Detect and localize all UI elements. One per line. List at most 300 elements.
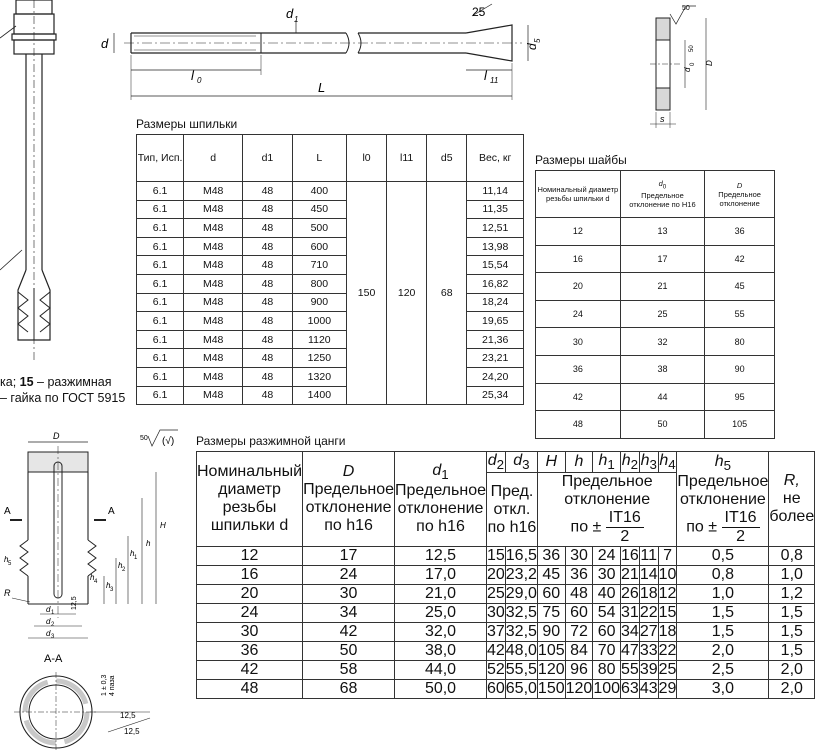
- collet-dim-h1-sub: 1: [134, 555, 138, 561]
- cell-h: 84: [565, 642, 593, 661]
- section-label: А-А: [44, 653, 63, 665]
- collet-col-H: [537, 452, 565, 473]
- cell-d3: 29,0: [505, 585, 537, 603]
- cell-d0: 44: [620, 383, 705, 411]
- cell-h3: 39: [639, 661, 658, 679]
- cell-h2: 63: [621, 680, 639, 698]
- collet-dim-h3: h: [106, 581, 111, 590]
- dim-d1-sub: 1: [294, 15, 299, 24]
- table-row: [536, 411, 775, 439]
- collet-col-h3: [639, 452, 658, 473]
- table-row: [536, 355, 775, 383]
- cell-d: М48: [184, 386, 243, 405]
- cell-h4: 29: [658, 680, 677, 698]
- cell-h5: 0,8: [677, 566, 769, 585]
- col-header-l11: l11: [387, 135, 427, 182]
- collet-col-h3-sub: 3: [649, 457, 657, 473]
- cell-type: 6.1: [137, 330, 184, 349]
- cell-H: 120: [537, 661, 565, 679]
- table-row: [197, 604, 815, 623]
- dim-l11-sub: 11: [490, 76, 499, 85]
- cell-d1: 44,0: [395, 661, 487, 680]
- collet-dim-d2-sub: 2: [51, 622, 55, 628]
- collet-col-d2-sub: 2: [496, 457, 505, 473]
- caption-line2: – гайка по ГОСТ 5915: [0, 391, 126, 405]
- cell-R: 1,5: [769, 642, 815, 661]
- collet-col-nominal-text: Номинальный диаметр резьбы шпильки d: [197, 463, 303, 535]
- cell-weight: 21,36: [467, 330, 524, 349]
- cell-d3: 55,5: [505, 661, 537, 679]
- cell-D: 30: [303, 585, 395, 604]
- cell-R: 2,0: [769, 661, 815, 680]
- cell-l0-merged: 150: [346, 182, 386, 405]
- cell-d: М48: [184, 349, 243, 368]
- cell-h3: 27: [639, 623, 658, 641]
- cell-d1: 48: [243, 367, 293, 386]
- cell-L: 1000: [292, 312, 346, 331]
- table-row: [536, 383, 775, 411]
- cell-d: М48: [184, 256, 243, 275]
- cell-R: 1,5: [769, 604, 815, 623]
- cell-nominal: 24: [197, 604, 303, 623]
- washer-table-title: Размеры шайбы: [535, 153, 627, 167]
- cell-d1: 21,0: [395, 585, 487, 604]
- washer-d0-sub: 0: [690, 62, 696, 66]
- cell-R: 0,8: [769, 547, 815, 566]
- cell-h1: 60: [593, 623, 621, 642]
- cell-d: М48: [184, 330, 243, 349]
- cell-L: 600: [292, 237, 346, 256]
- cell-d0: 21: [620, 273, 705, 301]
- cell-d1: 48: [243, 219, 293, 238]
- cell-h3: 14: [639, 566, 658, 584]
- section-dim-a: 12,5: [120, 711, 136, 720]
- cell-D: 105: [705, 411, 775, 439]
- collet-col-pred-group-text: Предельное отклонение: [561, 473, 653, 509]
- collet-drawing: [0, 428, 196, 750]
- cell-D: 58: [303, 661, 395, 680]
- cell-d5-merged: 68: [427, 182, 467, 405]
- cell-h: 48: [565, 585, 593, 604]
- collet-col-d1-desc: Предельное отклонение по h16: [395, 482, 486, 536]
- collet-header-row1: [197, 452, 815, 473]
- cell-h1: 100: [593, 680, 621, 698]
- cell-R: 1,0: [769, 566, 815, 585]
- cell-nominal: 30: [536, 328, 621, 356]
- cell-weight: 25,34: [467, 386, 524, 405]
- table-row: [197, 642, 815, 661]
- cell-d0: 50: [620, 411, 705, 439]
- cell-h2: 34: [621, 623, 639, 641]
- collet-dim-d1: d: [46, 605, 51, 614]
- cell-D: 68: [303, 680, 395, 699]
- collet-col-h1-sub: 1: [607, 457, 615, 473]
- table-row: [197, 661, 815, 680]
- col-header-type: Тип, Исп.: [137, 135, 184, 182]
- cell-H: 105: [537, 642, 565, 660]
- washer-d0: d: [683, 67, 692, 72]
- section-dim-b: 12,5: [124, 727, 140, 736]
- cell-h5: 1,5: [677, 623, 769, 642]
- washer-s: s: [660, 114, 665, 124]
- section-slots: 4 паза: [109, 675, 116, 696]
- cell-type: 6.1: [137, 200, 184, 219]
- collet-dim-h5-sub: 5: [8, 561, 12, 567]
- stud-drawing: [96, 0, 556, 112]
- cell-D: 55: [705, 300, 775, 328]
- stud-table-body: [137, 182, 524, 405]
- cell-d: М48: [184, 237, 243, 256]
- cell-nominal: 48: [197, 680, 303, 699]
- cell-D: 50: [303, 642, 395, 661]
- cell-h2: 26: [621, 585, 639, 603]
- collet-col-h4: [658, 452, 677, 473]
- collet-col-R-sym: R,: [783, 472, 800, 490]
- cell-d1: 48: [243, 182, 293, 201]
- cell-h: 72: [565, 623, 593, 642]
- cell-h4: 10: [658, 566, 677, 584]
- cell-h4: 7: [658, 547, 677, 566]
- cell-d2: 30: [486, 604, 505, 622]
- cell-h1: 54: [593, 604, 621, 623]
- cell-H: 75: [537, 604, 565, 623]
- cell-R: 2,0: [769, 680, 815, 699]
- dim-l0: l: [191, 68, 194, 83]
- collet-col-nominal: [197, 452, 303, 547]
- collet-dim-d1-sub: 1: [51, 610, 55, 616]
- collet-col-D-desc: Предельное отклонение по h16: [303, 481, 395, 535]
- cell-d: М48: [184, 367, 243, 386]
- collet-col-h5-sub: 5: [723, 457, 732, 473]
- table-row: [197, 547, 815, 566]
- cell-d2: 15: [486, 547, 505, 565]
- cell-d0: 13: [620, 218, 705, 246]
- cell-L: 710: [292, 256, 346, 275]
- washer-drawing: [640, 0, 750, 132]
- cell-weight: 11,35: [467, 200, 524, 219]
- cell-h2: 31: [621, 604, 639, 622]
- cell-d1: 48: [243, 256, 293, 275]
- collet-col-d1-sym: d: [432, 462, 442, 479]
- washer-col-d0: [620, 171, 705, 218]
- dim-angle: 25: [472, 5, 486, 19]
- cell-L: 400: [292, 182, 346, 201]
- cell-h: 120: [565, 680, 593, 698]
- cell-d: М48: [184, 200, 243, 219]
- cell-H: 60: [537, 585, 565, 604]
- cell-D: 80: [705, 328, 775, 356]
- col-header-weight: Вес, кг: [467, 135, 524, 182]
- cell-nominal: 16: [536, 245, 621, 273]
- cell-d: М48: [184, 182, 243, 201]
- figure-caption: [0, 374, 125, 406]
- dim-L: L: [318, 80, 326, 95]
- cell-d1: 48: [243, 386, 293, 405]
- cell-nominal: 48: [536, 411, 621, 439]
- stud-table-header-row: [137, 135, 524, 182]
- cell-h: 30: [565, 547, 593, 566]
- table-row: [536, 218, 775, 246]
- collet-col-D-sym: D: [342, 463, 355, 481]
- table-row: [197, 623, 815, 642]
- collet-col-h5: [677, 452, 769, 547]
- cell-D: 24: [303, 566, 395, 585]
- cell-D: 95: [705, 383, 775, 411]
- collet-col-pred-group-po: по ±: [570, 518, 602, 536]
- collet-col-h-sym: h: [574, 453, 584, 471]
- cell-h4: 15: [658, 604, 677, 622]
- bolt-assembly-drawing: [0, 0, 110, 360]
- collet-dim-h: h: [146, 539, 151, 548]
- table-row: [197, 566, 815, 585]
- cell-d1: 48: [243, 274, 293, 293]
- cell-D: 36: [705, 218, 775, 246]
- cell-L: 800: [292, 274, 346, 293]
- cell-L: 900: [292, 293, 346, 312]
- cell-R: 1,2: [769, 585, 815, 604]
- dim-l0-sub: 0: [197, 76, 202, 85]
- collet-col-pred-frac-num: IT16: [606, 509, 644, 528]
- cell-L: 1400: [292, 386, 346, 405]
- collet-col-h4-sym: h: [659, 452, 669, 469]
- cell-weight: 15,54: [467, 256, 524, 275]
- cell-d1: 32,0: [395, 623, 487, 642]
- cell-type: 6.1: [137, 367, 184, 386]
- collet-col-h1-sym: h: [598, 452, 608, 469]
- washer-col-d0-desc: Предельное отклонение по H16: [629, 191, 696, 210]
- collet-col-H-sym: H: [545, 453, 558, 471]
- cell-H: 150: [537, 680, 565, 698]
- collet-dim-D: D: [53, 431, 60, 441]
- cell-D: 42: [303, 623, 395, 642]
- washer-D: D: [705, 60, 714, 66]
- cell-nominal: 42: [536, 383, 621, 411]
- collet-dim-d2: d: [46, 617, 51, 626]
- collet-col-h5-frac: [722, 509, 760, 546]
- cell-d2: 37: [486, 623, 505, 641]
- cell-d1: 48: [243, 237, 293, 256]
- cell-nominal: 20: [536, 273, 621, 301]
- collet-col-h: [565, 452, 593, 473]
- cell-D: 17: [303, 547, 395, 566]
- cell-h2: 21: [621, 566, 639, 584]
- collet-col-h5-po: по ±: [686, 518, 718, 536]
- cell-weight: 12,51: [467, 219, 524, 238]
- cell-d: М48: [184, 312, 243, 331]
- cell-d1: 48: [243, 349, 293, 368]
- collet-dim-h2: h: [118, 561, 123, 570]
- cell-h1: 30: [593, 566, 621, 585]
- collet-table-title: Размеры разжимной цанги: [196, 434, 346, 448]
- collet-col-d1-sub: 1: [441, 467, 449, 483]
- washer-col-nominal: [536, 171, 621, 218]
- collet-A-right: A: [108, 506, 115, 517]
- cell-H: 45: [537, 566, 565, 585]
- collet-col-pred-otkl: [486, 473, 537, 547]
- collet-col-h2: [621, 452, 640, 473]
- cell-d1: 50,0: [395, 680, 487, 699]
- cell-h5: 2,0: [677, 642, 769, 661]
- cell-L: 450: [292, 200, 346, 219]
- collet-col-d3-sym: d: [513, 452, 523, 469]
- collet-col-pred-otkl-text: Пред. откл. по h16: [487, 482, 537, 536]
- collet-dim-h4-sub: 4: [94, 579, 98, 585]
- collet-col-h1: [593, 452, 621, 473]
- collet-col-pred-frac-den: 2: [620, 528, 630, 546]
- cell-d3: 32,5: [505, 623, 537, 641]
- washer-table-body: [536, 218, 775, 439]
- cell-d: М48: [184, 293, 243, 312]
- cell-h: 96: [565, 661, 593, 680]
- washer-table: [535, 170, 775, 439]
- cell-L: 1120: [292, 330, 346, 349]
- collet-col-h4-sub: 4: [668, 457, 676, 473]
- cell-nominal: 42: [197, 661, 303, 680]
- cell-d1: 48: [243, 293, 293, 312]
- cell-nominal: 12: [197, 547, 303, 566]
- cell-d: М48: [184, 274, 243, 293]
- collet-col-d3-sub: 3: [522, 457, 530, 473]
- table-row: [137, 182, 524, 201]
- cell-weight: 18,24: [467, 293, 524, 312]
- cell-h5: 2,5: [677, 661, 769, 680]
- cell-h4: 22: [658, 642, 677, 660]
- cell-h2: 55: [621, 661, 639, 679]
- cell-weight: 23,21: [467, 349, 524, 368]
- collet-dim-h5: h: [4, 555, 9, 564]
- cell-d1: 48: [243, 330, 293, 349]
- cell-h1: 70: [593, 642, 621, 661]
- cell-nominal: 36: [536, 355, 621, 383]
- collet-dim-d3: d: [46, 629, 51, 638]
- cell-d1: 25,0: [395, 604, 487, 623]
- cell-d1: 48: [243, 312, 293, 331]
- cell-nominal: 24: [536, 300, 621, 328]
- collet-col-h5-sym: h: [714, 452, 724, 470]
- dim-d: d: [101, 36, 109, 51]
- caption-number: 15: [19, 375, 34, 389]
- cell-nominal: 30: [197, 623, 303, 642]
- collet-rough: 50: [140, 435, 148, 442]
- cell-type: 6.1: [137, 256, 184, 275]
- cell-weight: 11,14: [467, 182, 524, 201]
- cell-d3: 23,2: [505, 566, 537, 584]
- cell-type: 6.1: [137, 219, 184, 238]
- cell-nominal: 12: [536, 218, 621, 246]
- collet-data-table: [196, 451, 815, 699]
- cell-d1: 17,0: [395, 566, 487, 585]
- cell-h: 36: [565, 566, 593, 585]
- washer-table-header-row: [536, 171, 775, 218]
- cell-R: 1,5: [769, 623, 815, 642]
- cell-weight: 16,82: [467, 274, 524, 293]
- cell-L: 1320: [292, 367, 346, 386]
- cell-d0: 25: [620, 300, 705, 328]
- washer-col-D-desc: Предельное отклонение: [718, 189, 761, 208]
- collet-dim-R: R: [4, 588, 11, 598]
- collet-col-d2: [486, 452, 505, 473]
- washer-col-D: [705, 171, 775, 218]
- cell-h3: 43: [639, 680, 658, 698]
- cell-D: 45: [705, 273, 775, 301]
- cell-d2: 25: [486, 585, 505, 603]
- collet-dim-H: H: [160, 521, 166, 530]
- collet-col-pred-group-frac: [606, 509, 644, 546]
- collet-col-d1: [395, 452, 487, 547]
- cell-h5: 3,0: [677, 680, 769, 699]
- cell-h3: 11: [640, 547, 658, 565]
- cell-h4: 12: [658, 585, 677, 603]
- col-header-d5: d5: [427, 135, 467, 182]
- cell-nominal: 16: [197, 566, 303, 585]
- col-header-d1: d1: [243, 135, 293, 182]
- cell-d0: 38: [620, 355, 705, 383]
- table-row: [536, 328, 775, 356]
- collet-dim-h2-sub: 2: [122, 567, 126, 573]
- dim-l11: l: [484, 68, 487, 83]
- collet-dim-125: 12,5: [71, 596, 78, 610]
- cell-type: 6.1: [137, 237, 184, 256]
- cell-h3: 18: [639, 585, 658, 603]
- collet-col-h5-frac-den: 2: [736, 527, 745, 545]
- cell-h1: 80: [593, 661, 621, 680]
- collet-col-d3: [505, 452, 537, 473]
- washer-col-d0-sub: 0: [662, 183, 667, 191]
- cell-d1: 38,0: [395, 642, 487, 661]
- collet-col-h2-sym: h: [621, 452, 631, 469]
- cell-d2: 52: [486, 661, 505, 679]
- cell-weight: 24,20: [467, 367, 524, 386]
- cell-d0: 32: [620, 328, 705, 356]
- stud-table: [136, 134, 524, 405]
- collet-rough-paren: (√): [162, 436, 175, 447]
- collet-table-body: [197, 547, 815, 699]
- washer-rough: 50: [682, 5, 690, 12]
- cell-d2: 42: [486, 642, 505, 660]
- col-header-d: d: [184, 135, 243, 182]
- cell-type: 6.1: [137, 312, 184, 331]
- cell-d0: 17: [620, 245, 705, 273]
- cell-h2: 47: [621, 642, 639, 660]
- table-row: [536, 245, 775, 273]
- dim-d5-sub: 5: [533, 38, 542, 43]
- cell-h3: 22: [639, 604, 658, 622]
- washer-rough2: 50: [689, 45, 695, 52]
- collet-col-R: [769, 452, 815, 547]
- washer-col-D-sym: D: [736, 180, 743, 190]
- cell-d: М48: [184, 219, 243, 238]
- cell-h4: 25: [658, 661, 677, 679]
- cell-h1: 40: [593, 585, 621, 604]
- washer-col-d0-sym: d: [658, 178, 663, 188]
- section-tol: 1 ± 0,3: [101, 674, 108, 696]
- cell-h4: 18: [658, 623, 677, 641]
- cell-H: 90: [537, 623, 565, 642]
- washer-col-nominal-text: Номинальный диаметр резьбы шпильки d: [537, 185, 619, 203]
- table-row: [197, 585, 815, 604]
- dim-d5: d: [525, 43, 539, 50]
- collet-dim-d3-sub: 3: [51, 634, 55, 640]
- cell-d1: 12,5: [395, 547, 487, 566]
- cell-h: 60: [565, 604, 593, 623]
- dim-d1: d: [286, 6, 294, 21]
- cell-H: 36: [537, 547, 565, 566]
- cell-h3: 33: [639, 642, 658, 660]
- cell-h5: 0,5: [677, 547, 769, 566]
- cell-type: 6.1: [137, 293, 184, 312]
- cell-weight: 19,65: [467, 312, 524, 331]
- collet-dim-h1: h: [130, 549, 135, 558]
